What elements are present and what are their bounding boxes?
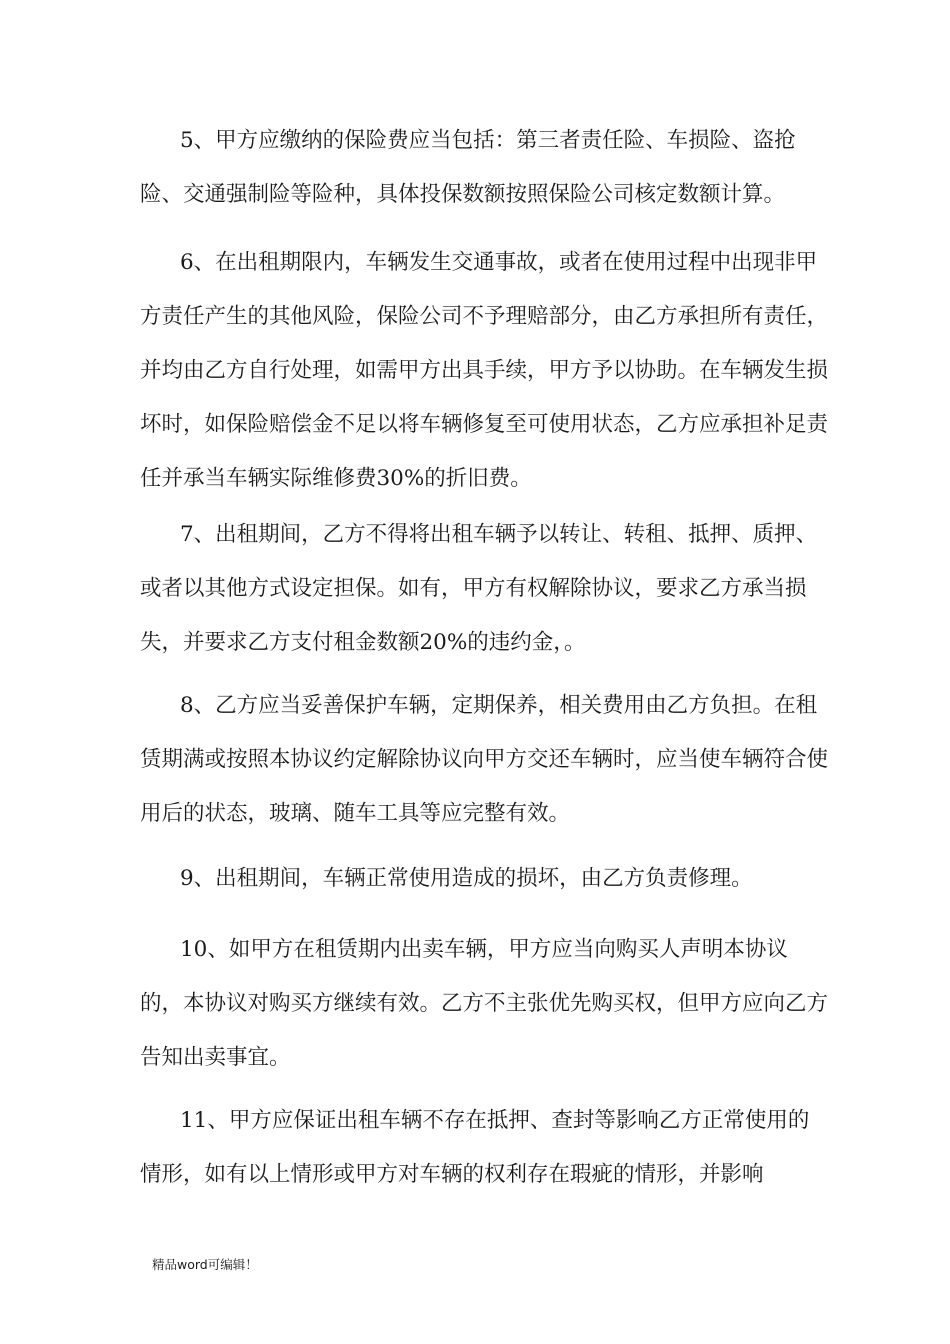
clause-11-paragraph: 11、甲方应保证出租车辆不存在抵押、查封等影响乙方正常使用的情形，如有以上情形或甲方对车辆的权利存在瑕疵的情形，并影响 xyxy=(140,1108,810,1187)
clause-8-paragraph: 8、乙方应当妥善保护车辆，定期保养，相关费用由乙方负担。在租赁期满或按照本协议约定解除协议向甲方交还车辆时，应当使车辆符合使用后的状态，玻璃、随车工具等应完整有效。 xyxy=(140,693,829,826)
clause-6-paragraph: 6、在出租期限内，车辆发生交通事故，或者在使用过程中出现非甲方责任产生的其他风险，保险公司不予理赔部分，由乙方承担所有责任，并均由乙方自行处理，如需甲方出具手续，甲方予以协助。在车辆发生损坏时，如保险赔偿金不足以将车辆修复至可使用状态，乙方应承担补足责任并承当车辆实际维修费30%的折旧费。 xyxy=(140,250,829,491)
clause-10-paragraph: 10、如甲方在租赁期内出卖车辆，甲方应当向购买人声明本协议的，本协议对购买方继续有效。乙方不主张优先购买权，但甲方应向乙方告知出卖事宜。 xyxy=(140,937,829,1070)
clause-7-paragraph: 7、出租期间，乙方不得将出租车辆予以转让、转租、抵押、质押、或者以其他方式设定担保。如有，甲方有权解除协议，要求乙方承当损失，并要求乙方支付租金数额20%的违约金，。 xyxy=(140,522,818,655)
page-footer: 精品word可编辑！ xyxy=(152,1257,258,1272)
clause-9-paragraph: 9、出租期间，车辆正常使用造成的损坏，由乙方负责修理。 xyxy=(180,866,753,891)
clause-5-paragraph: 5、甲方应缴纳的保险费应当包括：第三者责任险、车损险、盗抢险、交通强制险等险种，具体投保数额按照保险公司核定数额计算。 xyxy=(140,128,796,207)
